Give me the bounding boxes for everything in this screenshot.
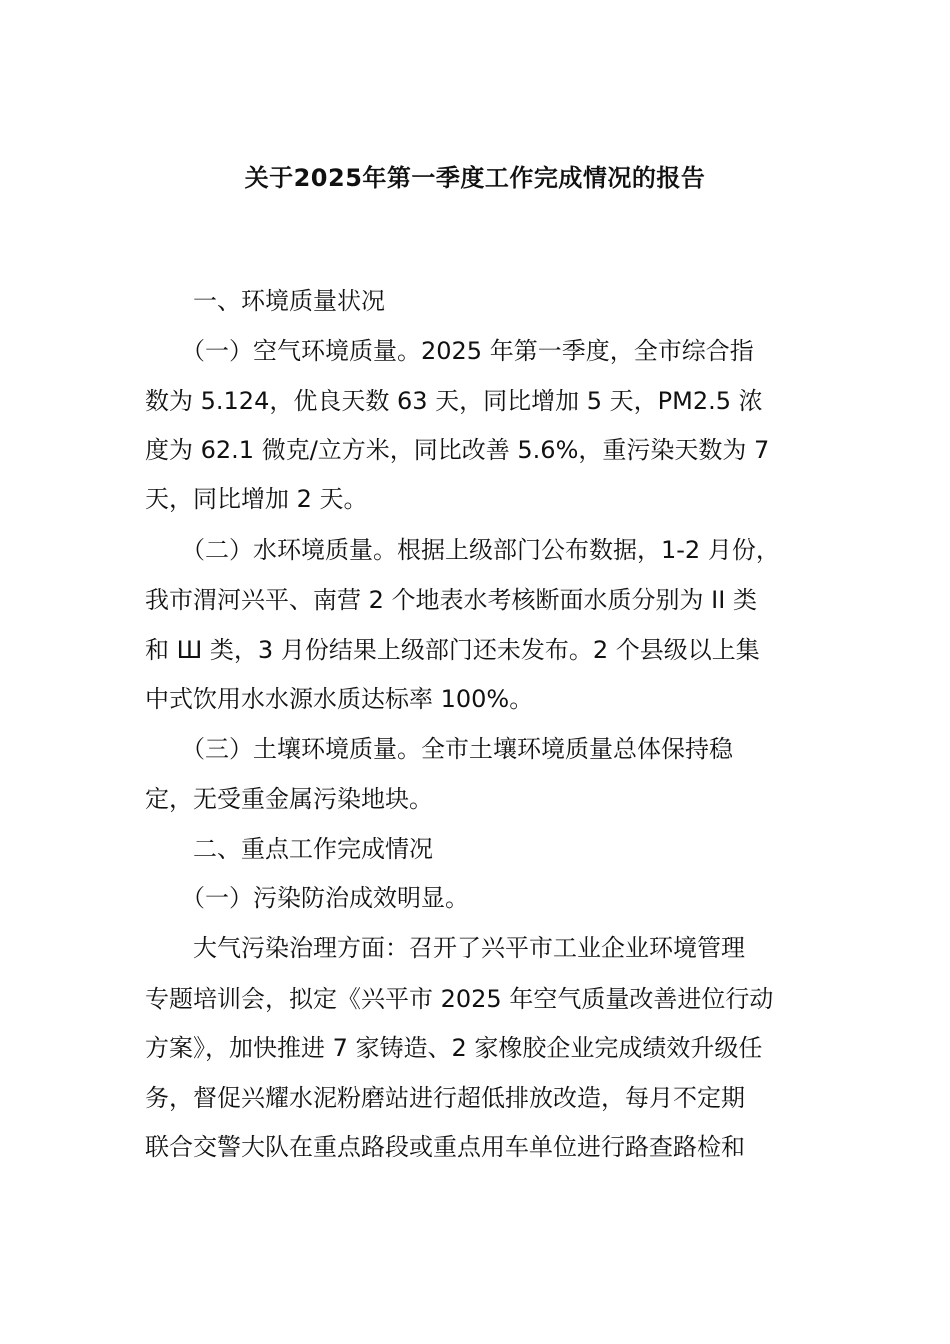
paragraph-line: 天，同比增加 2 天。	[145, 485, 368, 513]
paragraph-line: 专题培训会，拟定《兴平市 2025 年空气质量改善进位行动	[145, 985, 774, 1013]
section-heading-key-work: 二、重点工作完成情况	[145, 835, 433, 863]
paragraph-line: 数为 5.124，优良天数 63 天，同比增加 5 天，PM2.5 浓	[145, 387, 763, 415]
paragraph-line: （二）水环境质量。根据上级部门公布数据，1-2 月份，	[145, 536, 780, 564]
section-heading-environment: 一、环境质量状况	[145, 287, 385, 315]
report-title: 关于2025年第一季度工作完成情况的报告	[244, 164, 706, 192]
paragraph-line: （三）土壤环境质量。全市土壤环境质量总体保持稳	[145, 735, 733, 763]
paragraph-line: 定，无受重金属污染地块。	[145, 785, 433, 813]
subsection-heading: （一）污染防治成效明显。	[145, 884, 469, 912]
paragraph-line: 度为 62.1 微克/立方米，同比改善 5.6%，重污染天数为 7	[145, 436, 770, 464]
paragraph-line: 我市渭河兴平、南营 2 个地表水考核断面水质分别为 II 类	[145, 586, 757, 614]
paragraph-line: （一）空气环境质量。2025 年第一季度，全市综合指	[145, 337, 754, 365]
paragraph-line: 大气污染治理方面：召开了兴平市工业企业环境管理	[145, 934, 745, 962]
paragraph-line: 和 Ш 类，3 月份结果上级部门还未发布。2 个县级以上集	[145, 636, 760, 664]
paragraph-line: 联合交警大队在重点路段或重点用车单位进行路查路检和	[145, 1133, 745, 1161]
paragraph-line: 中式饮用水水源水质达标率 100%。	[145, 685, 534, 713]
paragraph-line: 方案》，加快推进 7 家铸造、2 家橡胶企业完成绩效升级任	[145, 1034, 763, 1062]
paragraph-line: 务，督促兴耀水泥粉磨站进行超低排放改造，每月不定期	[145, 1084, 745, 1112]
